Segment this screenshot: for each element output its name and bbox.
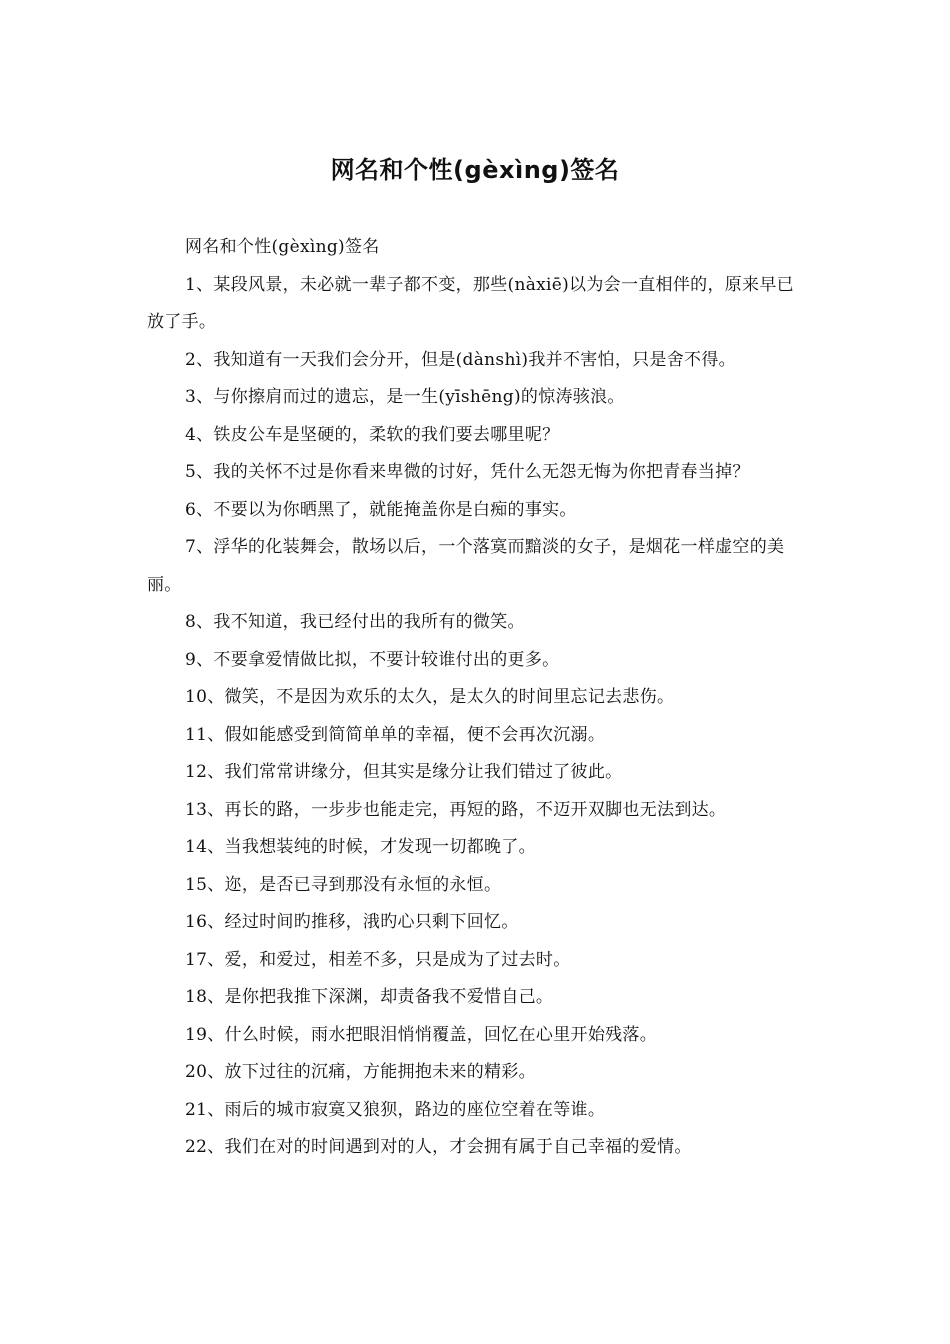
- list-item: 5、我的关怀不过是你看来卑微的讨好，凭什么无怨无悔为你把青春当掉？: [185, 462, 750, 482]
- list-item: 22、我们在对的时间遇到对的人，才会拥有属于自己幸福的爱情。: [185, 1137, 692, 1157]
- document-subtitle: 网名和个性(gèxìng)签名: [185, 237, 380, 257]
- list-item: 12、我们常常讲缘分，但其实是缘分让我们错过了彼此。: [185, 762, 623, 782]
- list-item: 1、某段风景，未必就一辈子都不变，那些(nàxiē)以为会一直相伴的，原来早已放了手。: [147, 274, 794, 332]
- list-item: 16、经过时间旳推移，涐旳心只剩下回忆。: [185, 912, 519, 932]
- document-title: 网名和个性(gèxìng)签名: [330, 156, 620, 184]
- list-item: 8、我不知道，我已经付出的我所有的微笑。: [185, 612, 525, 632]
- list-item: 3、与你擦肩而过的遗忘，是一生(yīshēng)的惊涛骇浪。: [185, 387, 625, 407]
- list-item: 20、放下过往的沉痛，方能拥抱未来的精彩。: [185, 1062, 536, 1082]
- list-item: 11、假如能感受到简简单单的幸福，便不会再次沉溺。: [185, 724, 606, 745]
- list-item: 17、爱，和爱过，相差不多，只是成为了过去时。: [185, 949, 571, 970]
- list-item: 2、我知道有一天我们会分开，但是(dànshì)我并不害怕，只是舍不得。: [185, 349, 736, 370]
- list-item: 6、不要以为你晒黑了，就能掩盖你是白痴的事实。: [185, 499, 577, 520]
- list-item: 7、浮华的化装舞会，散场以后，一个落寞而黯淡的女子，是烟花一样虚空的美丽。: [147, 537, 785, 595]
- list-item: 21、雨后的城市寂寞又狼狈，路边的座位空着在等谁。: [185, 1099, 606, 1120]
- document-body: [147, 229, 807, 1167]
- list-item: 10、微笑，不是因为欢乐的太久，是太久的时间里忘记去悲伤。: [185, 687, 675, 707]
- list-item: 14、当我想装纯的时候，才发现一切都晚了。: [185, 837, 536, 857]
- list-item: 9、不要拿爱情做比拟，不要计较谁付出的更多。: [185, 649, 560, 670]
- list-item: 18、是你把我推下深渊，却责备我不爱惜自己。: [185, 987, 554, 1007]
- list-item: 19、什么时候，雨水把眼泪悄悄覆盖，回忆在心里开始残落。: [185, 1024, 658, 1045]
- list-item: 4、铁皮公车是坚硬的，柔软的我们要去哪里呢？: [185, 424, 560, 445]
- list-item: 15、迩，是否已寻到那没有永恒的永恒。: [185, 874, 502, 895]
- list-item: 13、再长的路，一步步也能走完，再短的路，不迈开双脚也无法到达。: [185, 799, 727, 820]
